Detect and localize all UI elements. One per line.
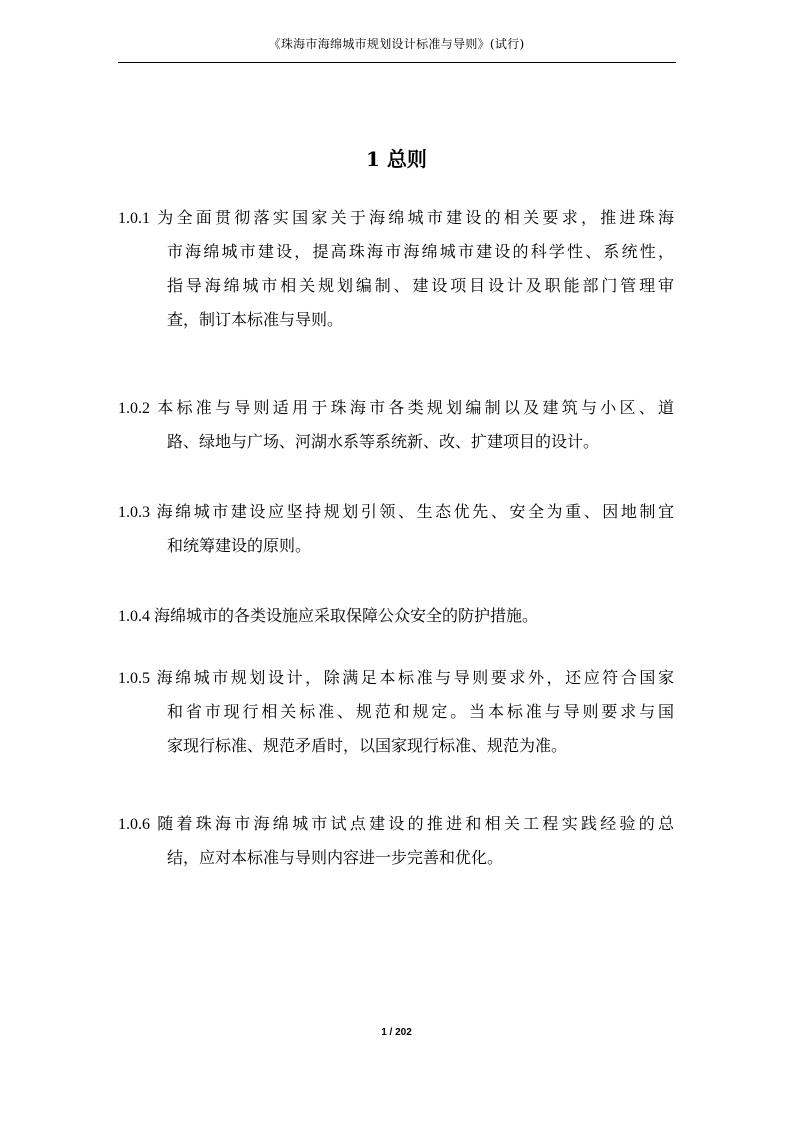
clause-text: 海绵城市的各类设施应采取保障公众安全的防护措施。 bbox=[154, 606, 539, 625]
clause-1-0-2 bbox=[118, 391, 674, 459]
clause-line bbox=[118, 807, 674, 841]
clause-1-0-5 bbox=[118, 661, 674, 763]
page-number: 1 / 202 bbox=[381, 1027, 412, 1038]
clause-line bbox=[118, 661, 674, 695]
clause-text: 随着珠海市海绵城市试点建设的推进和相关工程实践经验的总 bbox=[154, 814, 674, 833]
clause-1-0-3 bbox=[118, 495, 674, 563]
clause-text: 为全面贯彻落实国家关于海绵城市建设的相关要求，推进珠海 bbox=[154, 208, 674, 227]
clause-line bbox=[118, 599, 674, 633]
clause-text: 海绵城市建设应坚持规划引领、生态优先、安全为重、因地制宜 bbox=[154, 502, 674, 521]
running-header: 《珠海市海绵城市规划设计标准与导则》(试行) bbox=[268, 37, 525, 51]
clause-number: 1.0.2 bbox=[118, 400, 150, 417]
clause-line: 查，制订本标准与导则。 bbox=[167, 310, 344, 329]
clause-line: 和省市现行相关标准、规范和规定。当本标准与导则要求与国 bbox=[167, 702, 674, 721]
chapter-title: 1 总则 bbox=[366, 147, 427, 171]
clause-line: 路、绿地与广场、河湖水系等系统新、改、扩建项目的设计。 bbox=[167, 432, 600, 451]
clause-line: 市海绵城市建设，提高珠海市海绵城市建设的科学性、系统性， bbox=[167, 242, 674, 261]
clause-number: 1.0.3 bbox=[118, 504, 150, 521]
clause-number: 1.0.4 bbox=[118, 608, 150, 625]
header-rule bbox=[118, 62, 676, 63]
clause-line bbox=[118, 201, 674, 235]
clause-1-0-4 bbox=[118, 599, 674, 633]
clause-number: 1.0.6 bbox=[118, 816, 150, 833]
clause-line: 结，应对本标准与导则内容进一步完善和优化。 bbox=[167, 848, 504, 867]
clause-number: 1.0.1 bbox=[118, 210, 150, 227]
clause-text: 海绵城市规划设计，除满足本标准与导则要求外，还应符合国家 bbox=[154, 668, 674, 687]
clause-line: 指导海绵城市相关规划编制、建设项目设计及职能部门管理审 bbox=[167, 276, 674, 295]
clause-line: 家现行标准、规范矛盾时，以国家现行标准、规范为准。 bbox=[167, 736, 568, 755]
clause-1-0-1 bbox=[118, 201, 674, 337]
clause-line bbox=[118, 495, 674, 529]
clause-1-0-6 bbox=[118, 807, 674, 875]
clause-text: 本标准与导则适用于珠海市各类规划编制以及建筑与小区、道 bbox=[154, 398, 674, 417]
clause-number: 1.0.5 bbox=[118, 670, 150, 687]
clause-line bbox=[118, 391, 674, 425]
clause-line: 和统筹建设的原则。 bbox=[167, 536, 312, 555]
